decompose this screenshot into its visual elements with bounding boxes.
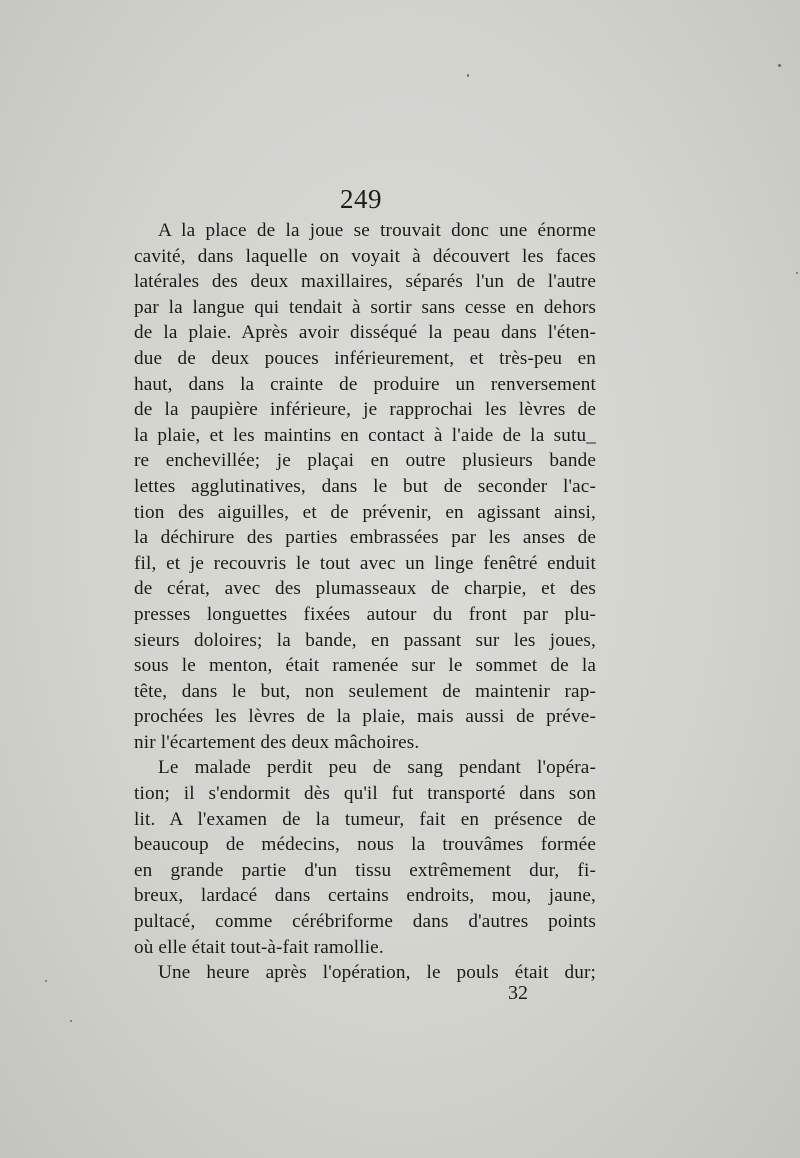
text-line: Une heure après l'opération, le pouls était dur; bbox=[158, 962, 596, 984]
text-line: de la plaie. Après avoir disséqué la peau dans l'éten- bbox=[134, 322, 596, 344]
text-line: cavité, dans laquelle on voyait à découvert les faces bbox=[134, 245, 596, 267]
text-line: lettes agglutinatives, dans le but de seconder l'ac- bbox=[134, 475, 596, 497]
paper-speck bbox=[70, 1020, 72, 1022]
text-line: par la langue qui tendait à sortir sans cesse en dehors bbox=[134, 296, 596, 318]
text-line: de cérat, avec des plumasseaux de charpie, et des bbox=[134, 578, 596, 600]
text-line: pultacé, comme cérébriforme dans d'autres points bbox=[134, 911, 596, 933]
text-line: presses longuettes fixées autour du front par plu- bbox=[134, 603, 596, 625]
text-line: beaucoup de médecins, nous la trouvâmes formée bbox=[134, 834, 596, 856]
paper-speck bbox=[467, 74, 469, 77]
text-line: prochées les lèvres de la plaie, mais aussi de préve- bbox=[134, 706, 596, 728]
text-line: latérales des deux maxillaires, séparés l'un de l'autre bbox=[134, 271, 596, 293]
text-line: fil, et je recouvris le tout avec un linge fenêtré enduit bbox=[134, 552, 596, 574]
text-line: nir l'écartement des deux mâchoires. bbox=[134, 731, 420, 753]
text-line: sieurs doloires; la bande, en passant sur les joues, bbox=[134, 629, 596, 651]
signature-mark: 32 bbox=[508, 982, 528, 1004]
text-line: haut, dans la crainte de produire un renversement bbox=[134, 373, 596, 395]
text-line: sous le menton, était ramenée sur le sommet de la bbox=[134, 655, 596, 677]
text-line: lit. A l'examen de la tumeur, fait en présence de bbox=[134, 808, 596, 830]
paper-speck bbox=[778, 64, 781, 67]
text-line: la déchirure des parties embrassées par les anses de bbox=[134, 527, 596, 549]
text-line: tion; il s'endormit dès qu'il fut transporté dans son bbox=[134, 783, 596, 805]
paper-speck bbox=[796, 272, 798, 274]
text-line: la plaie, et les maintins en contact à l'aide de la sutu_ bbox=[134, 424, 596, 446]
page-number: 249 bbox=[340, 184, 382, 214]
text-line: tête, dans le but, non seulement de maintenir rap- bbox=[134, 680, 596, 702]
text-line: en grande partie d'un tissu extrêmement dur, fi- bbox=[134, 859, 596, 881]
text-line: tion des aiguilles, et de prévenir, en agissant ainsi, bbox=[134, 501, 596, 523]
text-line: due de deux pouces inférieurement, et très-peu en bbox=[134, 347, 596, 369]
text-line: re enchevillée; je plaçai en outre plusieurs bande bbox=[134, 450, 596, 472]
paper-speck bbox=[45, 980, 47, 982]
text-line: Le malade perdit peu de sang pendant l'opéra- bbox=[158, 757, 596, 779]
text-line: A la place de la joue se trouvait donc une énorme bbox=[158, 220, 596, 241]
body-text bbox=[134, 218, 596, 986]
text-line: breux, lardacé dans certains endroits, mou, jaune, bbox=[134, 885, 596, 907]
text-line: où elle était tout-à-fait ramollie. bbox=[134, 936, 384, 958]
text-line: de la paupière inférieure, je rapprochai les lèvres de bbox=[134, 399, 596, 421]
